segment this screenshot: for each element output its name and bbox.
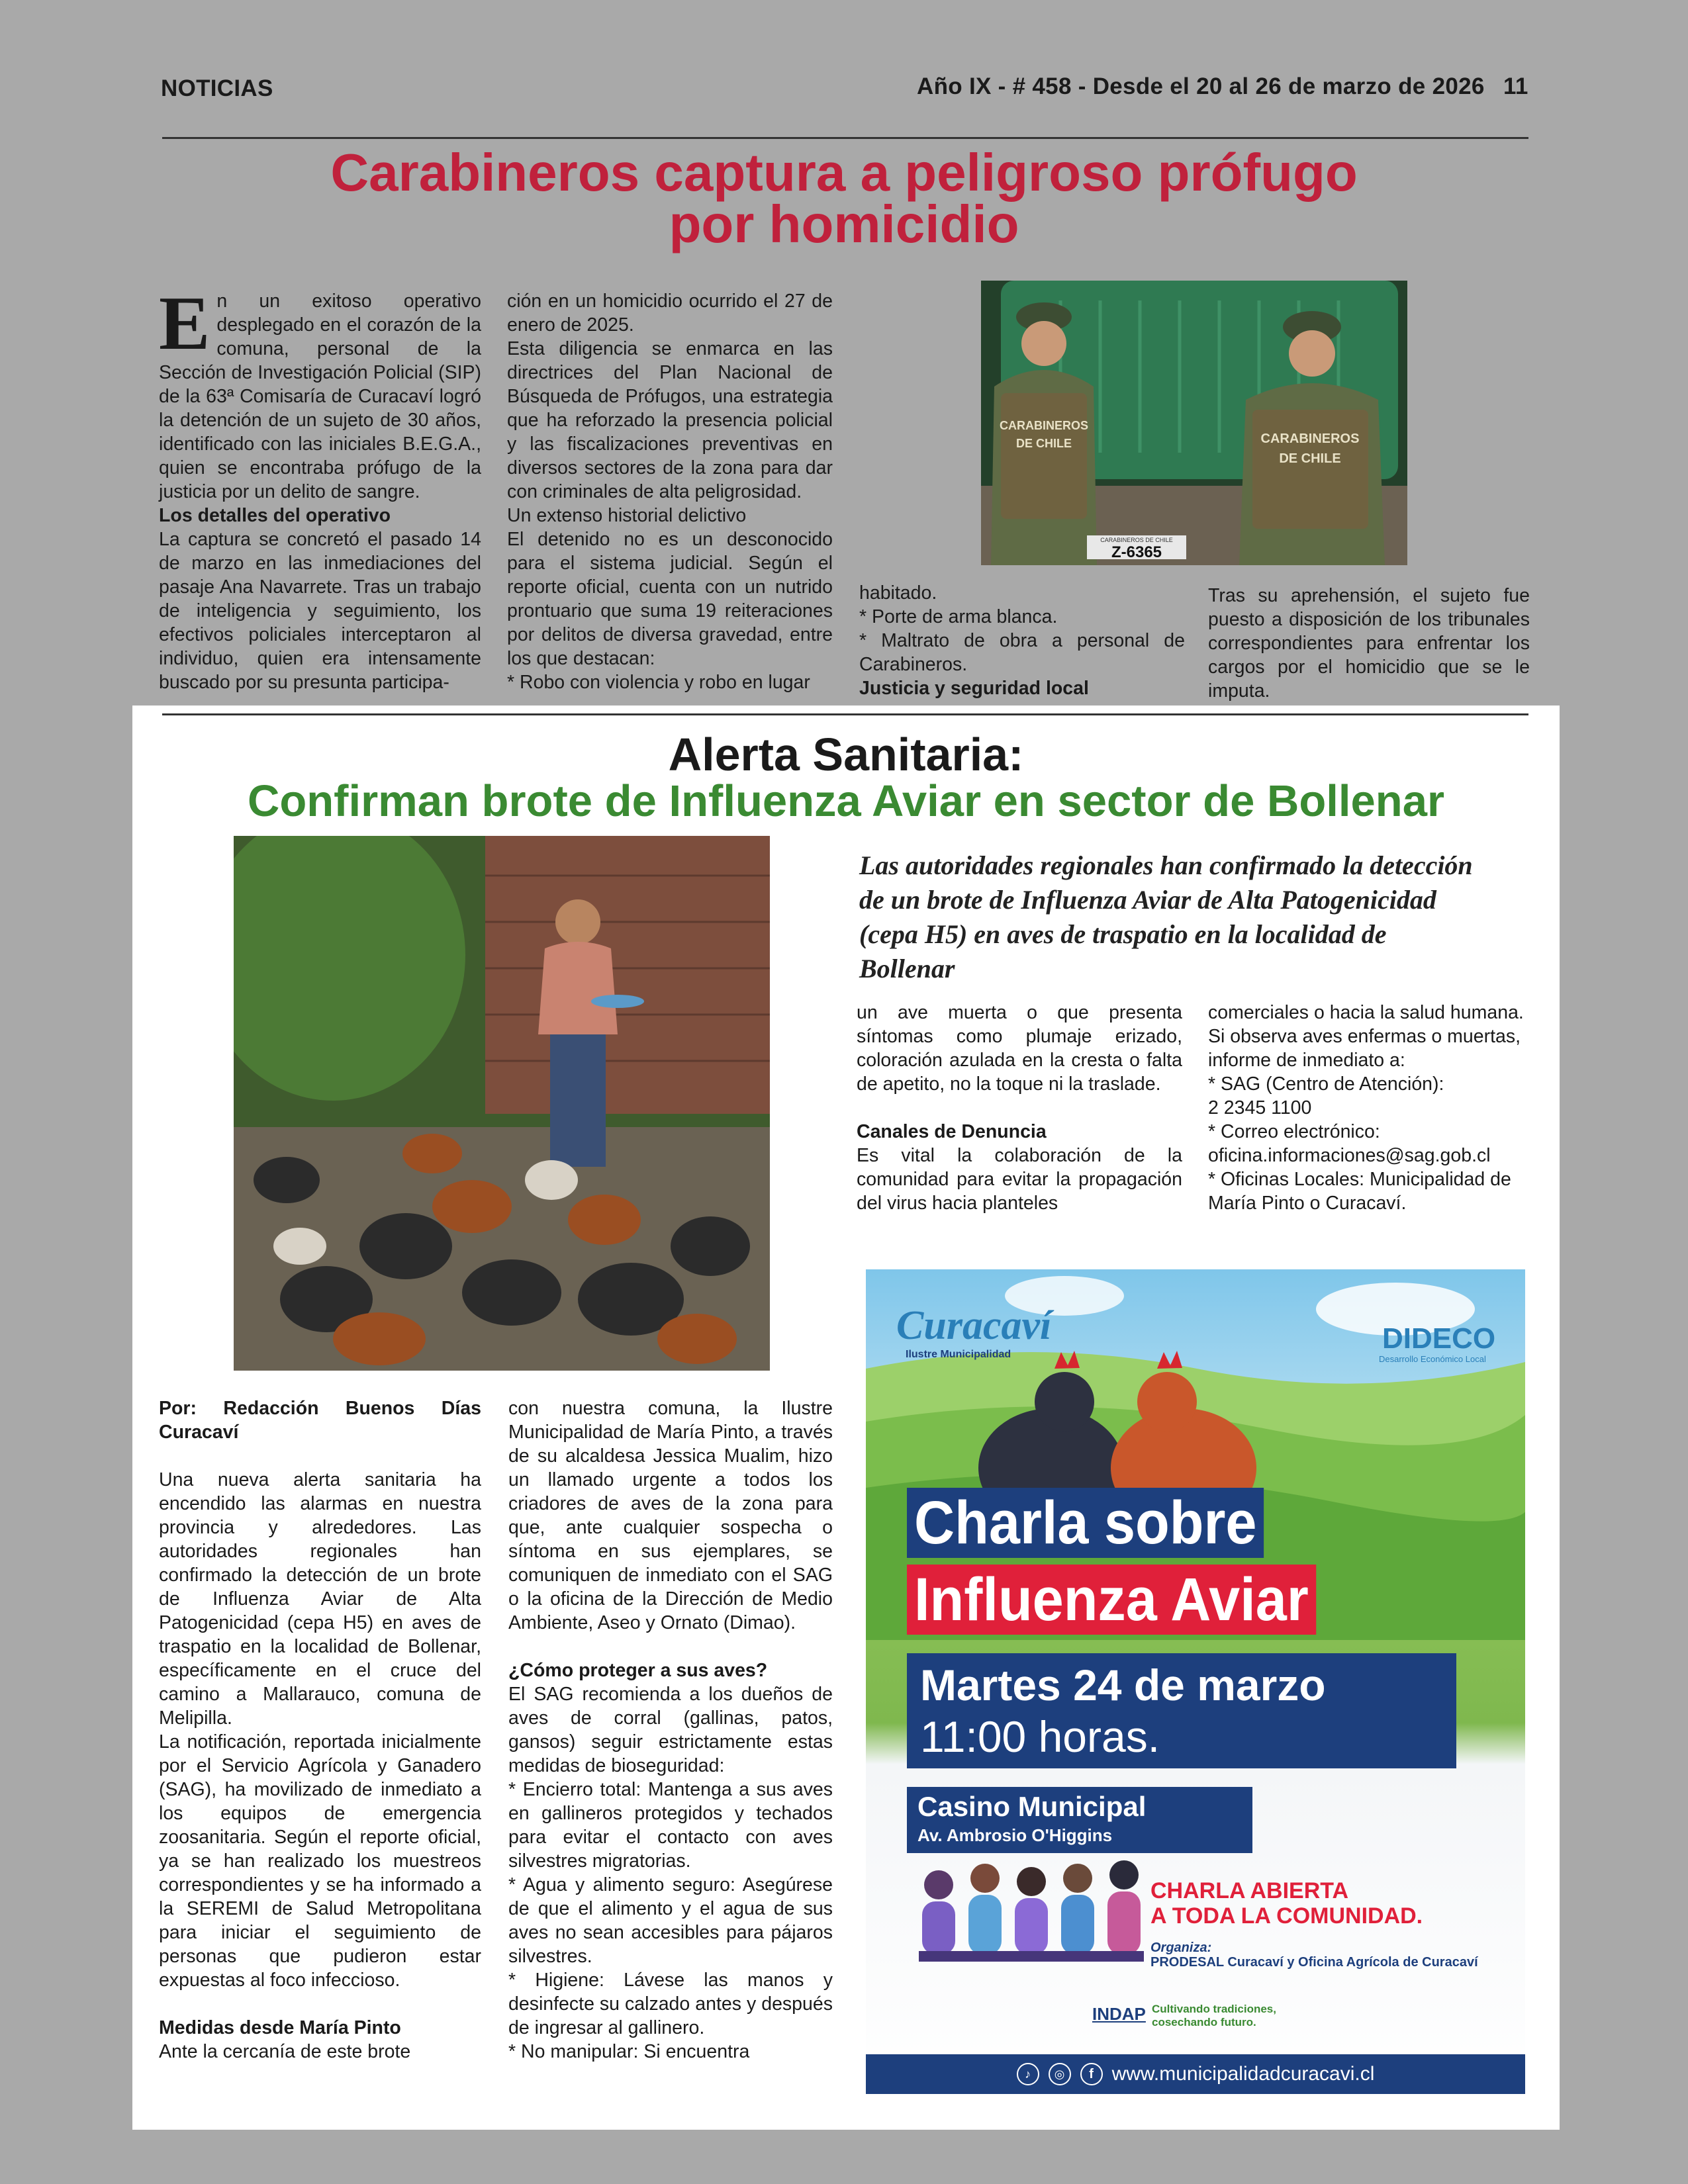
article1-paragraph: El detenido no es un desconocido para el sistema judicial. Según el reporte oficial, cuenta con un nutrido prontuario que suma 19 reiteraciones por delitos de diversa gravedad, entre los que destacan: xyxy=(507,529,833,669)
article2-paragraph: Una nueva alerta sanitaria ha encendido las alarmas en nuestra provincia y alrededores. Las autoridades regionales han confirmado la detección de un brote de Influenza Aviar de Alta Patogenicidad (cepa H5) en aves de traspatio en la localidad de Bollenar, específicamente en el cruce del camino a Mallarauco, comuna de Melipilla. xyxy=(159,1469,481,1729)
carabineros-photo xyxy=(981,281,1407,565)
article1-paragraph: Tras su aprehensión, el sujeto fue puesto a disposición de los tribunales correspondientes para enfrentar los cargos por el homicidio que se le imputa. xyxy=(1208,585,1530,702)
article2-subhead: ¿Cómo proteger a sus aves? xyxy=(508,1660,768,1681)
article2-paragraph: La notificación, reportada inicialmente por el Servicio Agrícola y Ganadero (SAG), ha movilizado de inmediato a los equipos de emergencia zoosanitaria. Según el reporte oficial, ya se han realizado los muestreos correspondientes y se ha informado a la SEREMI de Salud Metropolitana para iniciar el seguimiento de personas que pudieron estar expuestas al foco infeccioso. xyxy=(159,1731,481,1991)
article1-list-item: * Robo con violencia y robo en lugar xyxy=(507,672,810,693)
poster-date: Martes 24 de marzo xyxy=(920,1661,1326,1709)
article1-paragraph: La captura se concretó el pasado 14 de marzo en las inmediaciones del pasaje Ana Navarrete. Tras un trabajo de inteligencia y seguimiento, los efectivos policiales interceptaron al individuo, quien era intensamente buscado por su presunta participa- xyxy=(159,529,481,693)
article2-column-4 xyxy=(1208,1001,1530,1215)
chickens-illustration xyxy=(234,836,770,1371)
poster-title-2: Influenza Aviar xyxy=(907,1565,1316,1635)
poster-open-1: CHARLA ABIERTA xyxy=(1150,1878,1349,1903)
article2-paragraph: El SAG recomienda a los dueños de aves de corral (gallinas, patos, gansos) seguir estrictamente estas medidas de bioseguridad: xyxy=(508,1684,833,1776)
poster-title-1: Charla sobre xyxy=(907,1488,1264,1558)
article2-paragraph: un ave muerta o que presenta síntomas como plumaje erizado, coloración azulada en la cresta o falta de apetito, no la toque ni la traslade. xyxy=(857,1002,1182,1095)
article1-paragraph: Un extenso historial delictivo xyxy=(507,505,747,526)
poster-website[interactable]: www.municipalidadcuracavi.cl xyxy=(1111,2063,1375,2085)
article2-list-item: * Higiene: Lávese las manos y desinfecte su calzado antes y después de ingresar al gallinero. xyxy=(508,1970,833,2038)
headline-line2: por homicidio xyxy=(669,195,1019,253)
article2-paragraph: con nuestra comuna, la Ilustre Municipalidad de María Pinto, a través de su alcaldesa Jessica Mualim, hizo un llamado urgente a todos los criadores de aves de la zona para que, ante cualquier sospecha o síntoma en sus ejemplares, se comuniquen de inmediato con el SAG o la oficina de la Dirección de Medio Ambiente, Aseo y Ornato (Dimao). xyxy=(508,1398,833,1633)
poster-organiza-label: Organiza: xyxy=(1150,1940,1212,1955)
poster-open-2: A TODA LA COMUNIDAD. xyxy=(1150,1903,1423,1929)
instagram-icon: ◎ xyxy=(1049,2063,1071,2085)
page-number: 11 xyxy=(1503,73,1528,99)
article2-column-2 xyxy=(508,1396,833,2064)
poster-footer xyxy=(866,2054,1525,2094)
article1-list-item: * Porte de arma blanca. xyxy=(859,606,1058,627)
article2-list-item: * Agua y alimento seguro: Asegúrese de que el alimento y el agua de sus aves no sean accesibles para pájaros silvestres. xyxy=(508,1874,833,1967)
article2-paragraph: Es vital la colaboración de la comunidad para evitar la propagación del virus hacia planteles xyxy=(857,1145,1182,1214)
article2-subhead: Medidas desde María Pinto xyxy=(159,2017,401,2038)
article1-subhead: Justicia y seguridad local xyxy=(859,678,1089,699)
byline: Por: Redacción Buenos Días Curacaví xyxy=(159,1398,481,1443)
article2-headline: Confirman brote de Influenza Aviar en sector de Bollenar xyxy=(247,776,1445,826)
vest-text: CARABINEROS xyxy=(999,419,1089,432)
article1-headline xyxy=(159,143,1529,253)
contact-offices: * Oficinas Locales: Municipalidad de María Pinto o Curacaví. xyxy=(1208,1169,1511,1214)
article2-subhead: Canales de Denuncia xyxy=(857,1121,1047,1142)
vest-text: CARABINEROS xyxy=(1260,432,1360,446)
tiktok-icon: ♪ xyxy=(1017,2063,1039,2085)
chickens-photo xyxy=(234,836,770,1371)
article1-subhead: Los detalles del operativo xyxy=(159,505,391,526)
headline-line1: Carabineros captura a peligroso prófugo xyxy=(330,143,1358,202)
article1-column-2 xyxy=(507,289,833,694)
section-label: NOTICIAS xyxy=(161,75,273,101)
article2-paragraph: comerciales o hacia la salud humana. Si observa aves enfermas o muertas, informe de inmediato a: xyxy=(1208,1002,1524,1071)
dideco-logo: DIDECO xyxy=(1382,1322,1496,1355)
indap-tagline: Cultivando tradiciones, cosechando futuro. xyxy=(1152,2003,1276,2028)
section-rule xyxy=(162,713,1528,715)
poster-time: 11:00 horas. xyxy=(920,1712,1160,1761)
article1-intro: n un exitoso operativo desplegado en el corazón de la comuna, personal de la Sección de Investigación Policial (SIP) de la 63ª Comisaría de Curacaví logró la detención de un sujeto de 30 años, identificado con las iniciales B.E.G.A., quien se encontraba prófugo de la justicia por un delito de sangre. xyxy=(159,291,481,502)
dideco-logo-sub: Desarrollo Económico Local xyxy=(1379,1354,1486,1364)
article1-paragraph: Esta diligencia se enmarca en las directrices del Plan Nacional de Búsqueda de Prófugos, una estrategia que ha reforzado la presencia policial y las fiscalizaciones preventivas en diversos sectores de la zona para dar con criminales de alta peligrosidad. xyxy=(507,338,833,502)
article1-column-3 xyxy=(859,581,1185,700)
article1-column-4 xyxy=(1208,584,1530,703)
curacavi-logo-sub: Ilustre Municipalidad xyxy=(906,1349,1011,1360)
plate-number: Z-6365 xyxy=(1111,543,1162,561)
contact-phone: 2 2345 1100 xyxy=(1208,1097,1312,1118)
poster-organiza: PRODESAL Curacaví y Oficina Agrícola de Curacaví xyxy=(1150,1955,1478,1970)
indap-logo: INDAP xyxy=(1092,2004,1146,2024)
vest-text: DE CHILE xyxy=(1015,437,1072,450)
vest-text: DE CHILE xyxy=(1279,451,1341,466)
article1-list-item: * Maltrato de obra a personal de Carabineros. xyxy=(859,630,1185,675)
article1-paragraph: habitado. xyxy=(859,582,937,604)
facebook-icon: f xyxy=(1080,2063,1103,2085)
article2-list-item: * No manipular: Si encuentra xyxy=(508,2041,750,2062)
drop-cap: E xyxy=(159,281,211,366)
contact-line: * SAG (Centro de Atención): xyxy=(1208,1073,1444,1095)
article2-paragraph: Ante la cercanía de este brote xyxy=(159,2041,411,2062)
article2-column-3 xyxy=(857,1001,1182,1215)
curacavi-logo: Curacaví xyxy=(896,1303,1052,1348)
carabineros-illustration xyxy=(981,281,1407,565)
event-poster xyxy=(866,1269,1525,2094)
article2-list-item: * Encierro total: Mantenga a sus aves en gallineros protegidos y techados para evitar el contacto con aves silvestres migratorias. xyxy=(508,1779,833,1872)
issue-info: Año IX - # 458 - Desde el 20 al 26 de marzo de 2026 xyxy=(917,73,1485,99)
article1-column-1 xyxy=(159,281,481,694)
plate-top: CARABINEROS DE CHILE xyxy=(1100,537,1173,543)
contact-email: * Correo electrónico: oficina.informaciones@sag.gob.cl xyxy=(1208,1121,1491,1166)
poster-venue: Casino Municipal xyxy=(917,1791,1147,1822)
article2-kicker: Alerta Sanitaria: xyxy=(668,729,1024,780)
article2-lead: Las autoridades regionales han confirmado la detección de un brote de Influenza Aviar de Alta Patogenicidad (cepa H5) en aves de traspatio en la localidad de Bollenar xyxy=(859,850,1473,983)
header-rule xyxy=(162,137,1528,139)
article2-column-1 xyxy=(159,1396,481,2064)
article1-paragraph: ción en un homicidio ocurrido el 27 de enero de 2025. xyxy=(507,291,833,336)
poster-address: Av. Ambrosio O'Higgins xyxy=(917,1825,1113,1845)
